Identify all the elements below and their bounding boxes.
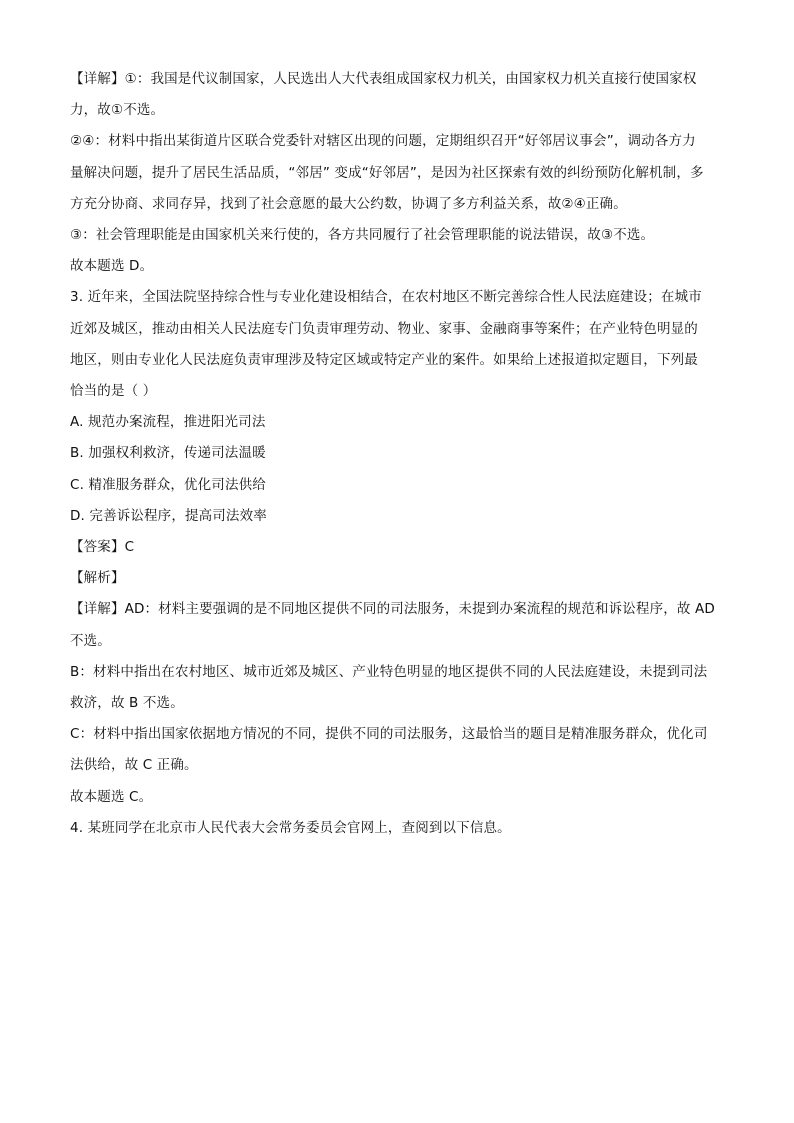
answer-line: 【答案】C [70,539,135,556]
option-b: B. 加强权利救济，传递司法温暖 [70,445,266,462]
question-4-stem: 4. 某班同学在北京市人民代表大会常务委员会官网上，查阅到以下信息。 [70,819,511,836]
option-a: A. 规范办案流程，推进阳光司法 [70,414,266,431]
conclusion-line: 故本题选 D。 [70,258,154,275]
option-d: D. 完善诉讼程序，提高司法效率 [70,507,267,524]
text-line: ③：社会管理职能是由国家机关来行使的，各方共同履行了社会管理职能的说法错误，故③不选。 [70,227,655,244]
question-3-stem: 3. 近年来，全国法院坚持综合性与专业化建设相结合，在农村地区不断完善综合性人民法庭建设；在城市 [70,289,702,306]
question-3-stem: 近郊及城区，推动由相关人民法庭专门负责审理劳动、物业、家事、金融商事等案件；在产业特色明显的 [70,320,698,337]
text-line: 不选。 [70,632,111,649]
text-line: 【详解】①：我国是代议制国家，人民选出人大代表组成国家权力机关，由国家权力机关直接行使国家权 [70,71,697,87]
text-line: 力，故①不选。 [70,102,165,119]
text-line: C：材料中指出国家依据地方情况的不同，提供不同的司法服务，这最恰当的题目是精准服务群众，优化司 [70,726,708,743]
option-c: C. 精准服务群众，优化司法供给 [70,476,266,493]
text-line: 【详解】AD：材料主要强调的是不同地区提供不同的司法服务，未提到办案流程的规范和诉讼程序，故 AD [70,601,715,618]
question-3-stem: 恰当的是（ ） [70,383,157,400]
question-3-stem: 地区，则由专业化人民法庭负责审理涉及特定区域或特定产业的案件。如果给上述报道拟定题目，下列最 [70,351,698,368]
text-line: 法供给，故 C 正确。 [70,757,198,774]
text-line: B：材料中指出在农村地区、城市近郊及城区、产业特色明显的地区提供不同的人民法庭建设，未提到司法 [70,663,708,680]
document-page [70,64,724,844]
text-line: 方充分协商、求同存异，找到了社会意愿的最大公约数，协调了多方利益关系，故②④正确。 [70,195,627,212]
text-line: 量解决问题，提升了居民生活品质，“邻居” 变成“好邻居”，是因为社区探索有效的纠纷预防化解机制，多 [70,164,704,181]
text-line: ②④：材料中指出某街道片区联合党委针对辖区出现的问题，定期组织召开“好邻居议事会”，调动各方力 [70,133,696,150]
text-line: 救济，故 B 不选。 [70,695,184,712]
conclusion-line: 故本题选 C。 [70,788,153,805]
analysis-heading: 【解析】 [70,570,125,587]
